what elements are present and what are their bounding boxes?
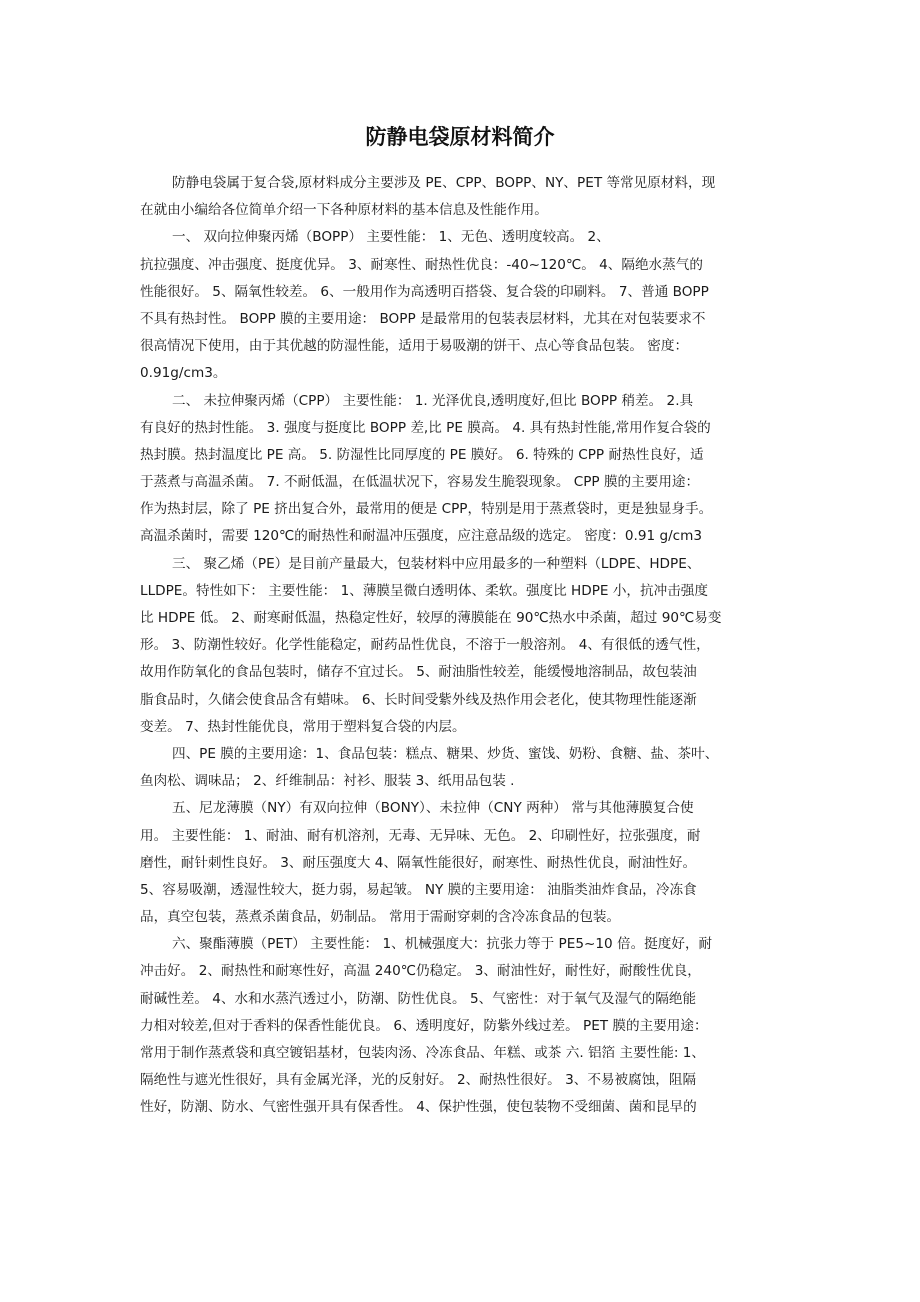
text-line: 三、 聚乙烯（PE）是目前产量最大，包装材料中应用最多的一种塑料（LDPE、HDPE、 bbox=[172, 555, 701, 572]
text-line: 于蒸煮与高温杀菌。 7. 不耐低温，在低温状况下，容易发生脆裂现象。 CPP 膜的主要用途： bbox=[140, 474, 700, 491]
text-line: 四、PE 膜的主要用途：1、食品包装：糕点、糖果、炒货、蜜饯、奶粉、食糖、盐、茶叶、 bbox=[172, 745, 719, 762]
text-line: 热封膜。热封温度比 PE 高。 5. 防湿性比同厚度的 PE 膜好。 6. 特殊的 CPP 耐热性良好，适 bbox=[140, 446, 704, 463]
text-line: 鱼肉松、调味品； 2、纤维制品：衬衫、服装 3、纸用品包装 . bbox=[140, 773, 515, 790]
text-line: LLDPE。特性如下： 主要性能： 1、薄膜呈微白透明体、柔软。强度比 HDPE 小，抗冲击强度 bbox=[140, 582, 708, 599]
text-line: 性好，防潮、防水、气密性强开具有保香性。 4、保护性强，使包装物不受细菌、菌和昆早的 bbox=[140, 1099, 697, 1116]
text-line: 常用于制作蒸煮袋和真空镀铝基材，包装肉汤、冷冻食品、年糕、或茶 六. 铝箔 主要性能: 1、 bbox=[140, 1045, 705, 1061]
text-line: 在就由小编给各位简单介绍一下各种原材料的基本信息及性能作用。 bbox=[140, 202, 548, 219]
text-line: 很高情况下使用，由于其优越的防湿性能，适用于易吸潮的饼干、点心等食品包装。 密度： bbox=[140, 338, 689, 355]
text-line: 六、聚酯薄膜（PET） 主要性能： 1、机械强度大：抗张力等于 PE5~10 倍。挺度好，耐 bbox=[172, 936, 713, 953]
document-title: 防静电袋原材料简介 bbox=[365, 125, 555, 149]
paragraph-pet bbox=[140, 931, 785, 1121]
text-line: 故用作防氧化的食品包装时，储存不宜过长。 5、耐油脂性较差，能缓慢地溶制品，故包装油 bbox=[140, 664, 697, 681]
text-line: 耐碱性差。 4、水和水蒸汽透过小，防潮、防性优良。 5、气密性：对于氧气及湿气的隔绝能 bbox=[140, 990, 697, 1007]
paragraph-bopp bbox=[140, 224, 785, 387]
text-line: 五、尼龙薄膜（NY）有双向拉伸（BONY）、未拉伸（CNY 两种） 常与其他薄膜复合使 bbox=[172, 800, 694, 817]
text-line: 5、容易吸潮，透湿性较大，挺力弱，易起皱。 NY 膜的主要用途： 油脂类油炸食品，冷冻食 bbox=[140, 881, 697, 898]
text-line: 磨性，耐针刺性良好。 3、耐压强度大 4、隔氧性能很好，耐寒性、耐热性优良，耐油性好。 bbox=[140, 854, 697, 871]
text-line: 比 HDPE 低。 2、耐寒耐低温，热稳定性好，较厚的薄膜能在 90℃热水中杀菌，超过 90℃易变 bbox=[140, 610, 722, 626]
text-line: 脂食品时，久储会使食品含有蜡味。 6、长时间受紫外线及热作用会老化，使其物理性能逐渐 bbox=[140, 691, 697, 708]
text-line: 抗拉强度、冲击强度、挺度优异。 3、耐寒性、耐热性优良：-40~120℃。 4、隔绝水蒸气的 bbox=[140, 256, 703, 273]
paragraph-ny bbox=[140, 795, 785, 931]
text-line: 不具有热封性。 BOPP 膜的主要用途： BOPP 是最常用的包装表层材料，尤其在对包装要求不 bbox=[140, 310, 706, 327]
text-line: 有良好的热封性能。 3. 强度与挺度比 BOPP 差,比 PE 膜高。 4. 具有热封性能,常用作复合袋的 bbox=[140, 419, 711, 436]
paragraph-cpp bbox=[140, 388, 785, 551]
text-line: 用。 主要性能： 1、耐油、耐有机溶剂，无毒、无异味、无色。 2、印刷性好，拉张强度，耐 bbox=[140, 827, 701, 844]
text-line: 高温杀菌时，需要 120℃的耐热性和耐温冲压强度，应注意品级的选定。 密度：0.91 g/cm3 bbox=[140, 528, 703, 545]
text-line: 变差。 7、热封性能优良，常用于塑料复合袋的内层。 bbox=[140, 718, 466, 735]
text-line: 隔绝性与遮光性很好，具有金属光泽，光的反射好。 2、耐热性很好。 3、不易被腐蚀，阻隔 bbox=[140, 1072, 697, 1089]
text-line: 形。 3、防潮性较好。化学性能稳定，耐药品性优良，不溶于一般溶剂。 4、有很低的透气性， bbox=[140, 637, 710, 654]
text-line: 力相对较差,但对于香料的保香性能优良。 6、透明度好，防紫外线过差。 PET 膜的主要用途： bbox=[140, 1017, 708, 1034]
text-line: 一、 双向拉伸聚丙烯（BOPP） 主要性能： 1、无色、透明度较高。 2、 bbox=[172, 229, 610, 246]
text-line: 二、 未拉伸聚丙烯（CPP） 主要性能： 1. 光泽优良,透明度好,但比 BOPP 稍差。 2.具 bbox=[172, 392, 694, 409]
text-line: 作为热封层，除了 PE 挤出复合外，最常用的便是 CPP，特别是用于蒸煮袋时，更是独显身手。 bbox=[140, 501, 713, 518]
text-line: 品，真空包装，蒸煮杀菌食品，奶制品。 常用于需耐穿刺的含冷冻食品的包装。 bbox=[140, 909, 621, 926]
document-body bbox=[140, 170, 785, 1122]
text-line: 防静电袋属于复合袋,原材料成分主要涉及 PE、CPP、BOPP、NY、PET 等常见原材料，现 bbox=[172, 175, 716, 191]
paragraph-pe bbox=[140, 551, 785, 741]
text-line: 冲击好。 2、耐热性和耐寒性好，高温 240℃仍稳定。 3、耐油性好，耐性好，耐酸性优良， bbox=[140, 963, 701, 980]
text-line: 性能很好。 5、隔氧性较差。 6、一般用作为高透明百搭袋、复合袋的印刷料。 7、普通 BOPP bbox=[140, 283, 709, 300]
text-line: 0.91g/cm3。 bbox=[140, 365, 227, 382]
paragraph-pe-uses bbox=[140, 741, 785, 795]
paragraph-intro bbox=[140, 170, 785, 224]
